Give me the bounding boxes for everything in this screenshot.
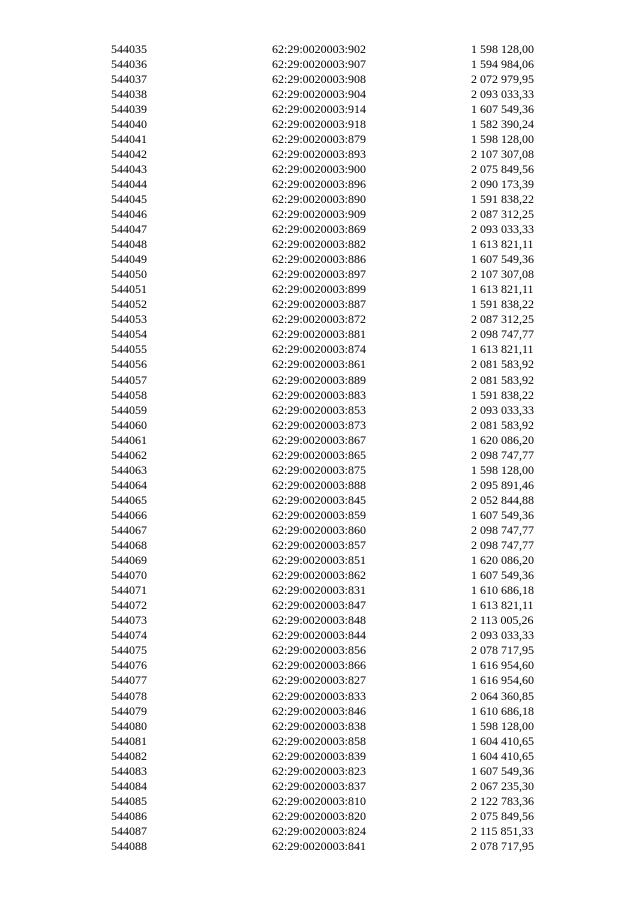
record-id-cell: 544038 bbox=[111, 86, 147, 101]
record-id-cell: 544068 bbox=[111, 538, 147, 553]
value-cell: 2 107 307,08 bbox=[471, 146, 534, 161]
record-id-cell: 544075 bbox=[111, 643, 147, 658]
cadastral-table bbox=[0, 42, 640, 855]
record-id-cell: 544085 bbox=[111, 793, 147, 808]
value-cell: 1 604 410,65 bbox=[471, 733, 534, 748]
cadastral-number-cell: 62:29:0020003:837 bbox=[272, 778, 367, 793]
record-id-cell: 544045 bbox=[111, 191, 147, 206]
cadastral-number-cell: 62:29:0020003:890 bbox=[272, 191, 367, 206]
record-id-cell: 544051 bbox=[111, 282, 147, 297]
cadastral-number-cell: 62:29:0020003:902 bbox=[272, 41, 367, 56]
table-row bbox=[0, 673, 640, 688]
record-id-cell: 544056 bbox=[111, 357, 147, 372]
record-id-cell: 544067 bbox=[111, 523, 147, 537]
value-cell: 1 620 086,20 bbox=[471, 432, 534, 447]
cadastral-number-cell: 62:29:0020003:874 bbox=[272, 342, 367, 357]
record-id-cell: 544058 bbox=[111, 387, 147, 402]
cadastral-number-cell: 62:29:0020003:824 bbox=[272, 823, 367, 838]
record-id-cell: 544044 bbox=[111, 176, 147, 191]
table-row bbox=[0, 403, 640, 418]
value-cell: 1 598 128,00 bbox=[471, 462, 534, 477]
value-cell: 1 607 549,36 bbox=[471, 568, 534, 583]
value-cell: 2 093 033,33 bbox=[471, 86, 534, 101]
value-cell: 2 078 717,95 bbox=[471, 643, 534, 658]
value-cell: 1 598 128,00 bbox=[471, 718, 534, 733]
value-cell: 2 115 851,33 bbox=[471, 823, 534, 838]
table-row bbox=[0, 72, 640, 87]
record-id-cell: 544035 bbox=[111, 41, 147, 56]
cadastral-number-cell: 62:29:0020003:907 bbox=[272, 56, 367, 71]
value-cell: 1 591 838,22 bbox=[471, 297, 534, 312]
record-id-cell: 544040 bbox=[111, 116, 147, 131]
record-id-cell: 544066 bbox=[111, 507, 147, 522]
cadastral-number-cell: 62:29:0020003:872 bbox=[272, 312, 367, 327]
cadastral-number-cell: 62:29:0020003:810 bbox=[272, 793, 367, 808]
cadastral-number-cell: 62:29:0020003:908 bbox=[272, 71, 367, 86]
record-id-cell: 544052 bbox=[111, 297, 147, 312]
table-row bbox=[0, 704, 640, 719]
table-row bbox=[0, 553, 640, 568]
record-id-cell: 544076 bbox=[111, 658, 147, 673]
value-cell: 1 582 390,24 bbox=[471, 116, 534, 131]
cadastral-number-cell: 62:29:0020003:887 bbox=[272, 297, 367, 312]
value-cell: 2 093 033,33 bbox=[471, 628, 534, 643]
table-row bbox=[0, 312, 640, 327]
record-id-cell: 544054 bbox=[111, 327, 147, 342]
record-id-cell: 544080 bbox=[111, 718, 147, 733]
table-row bbox=[0, 538, 640, 553]
table-row bbox=[0, 643, 640, 658]
value-cell: 1 594 984,06 bbox=[471, 56, 534, 71]
table-row bbox=[0, 523, 640, 538]
value-cell: 2 075 849,56 bbox=[471, 808, 534, 823]
table-row bbox=[0, 568, 640, 583]
value-cell: 2 093 033,33 bbox=[471, 222, 534, 237]
value-cell: 1 613 821,11 bbox=[471, 282, 534, 297]
cadastral-number-cell: 62:29:0020003:858 bbox=[272, 733, 367, 748]
table-row bbox=[0, 282, 640, 297]
table-row bbox=[0, 794, 640, 809]
record-id-cell: 544048 bbox=[111, 237, 147, 252]
value-cell: 2 081 583,92 bbox=[471, 357, 534, 372]
cadastral-number-cell: 62:29:0020003:827 bbox=[272, 673, 367, 688]
table-row bbox=[0, 252, 640, 267]
value-cell: 2 098 747,77 bbox=[471, 523, 534, 537]
value-cell: 2 113 005,26 bbox=[471, 613, 534, 628]
value-cell: 2 098 747,77 bbox=[471, 447, 534, 462]
record-id-cell: 544049 bbox=[111, 252, 147, 267]
record-id-cell: 544088 bbox=[111, 838, 147, 853]
value-cell: 2 072 979,95 bbox=[471, 71, 534, 86]
value-cell: 1 598 128,00 bbox=[471, 131, 534, 146]
value-cell: 2 064 360,85 bbox=[471, 688, 534, 703]
value-cell: 2 075 849,56 bbox=[471, 161, 534, 176]
value-cell: 2 087 312,25 bbox=[471, 312, 534, 327]
value-cell: 1 613 821,11 bbox=[471, 237, 534, 252]
record-id-cell: 544071 bbox=[111, 583, 147, 598]
value-cell: 1 616 954,60 bbox=[471, 673, 534, 688]
record-id-cell: 544078 bbox=[111, 688, 147, 703]
cadastral-number-cell: 62:29:0020003:846 bbox=[272, 703, 367, 718]
table-row bbox=[0, 42, 640, 57]
value-cell: 1 620 086,20 bbox=[471, 553, 534, 568]
table-row bbox=[0, 132, 640, 147]
table-row bbox=[0, 237, 640, 252]
record-id-cell: 544046 bbox=[111, 207, 147, 222]
cadastral-number-cell: 62:29:0020003:886 bbox=[272, 252, 367, 267]
cadastral-number-cell: 62:29:0020003:820 bbox=[272, 808, 367, 823]
record-id-cell: 544053 bbox=[111, 312, 147, 327]
cadastral-number-cell: 62:29:0020003:851 bbox=[272, 553, 367, 568]
cadastral-number-cell: 62:29:0020003:861 bbox=[272, 357, 367, 372]
value-cell: 1 613 821,11 bbox=[471, 342, 534, 357]
cadastral-number-cell: 62:29:0020003:879 bbox=[272, 131, 367, 146]
cadastral-number-cell: 62:29:0020003:853 bbox=[272, 402, 367, 417]
record-id-cell: 544043 bbox=[111, 161, 147, 176]
record-id-cell: 544060 bbox=[111, 417, 147, 432]
table-row bbox=[0, 508, 640, 523]
record-id-cell: 544069 bbox=[111, 553, 147, 568]
cadastral-number-cell: 62:29:0020003:869 bbox=[272, 222, 367, 237]
table-row bbox=[0, 162, 640, 177]
value-cell: 1 607 549,36 bbox=[471, 252, 534, 267]
cadastral-number-cell: 62:29:0020003:839 bbox=[272, 748, 367, 763]
cadastral-number-cell: 62:29:0020003:823 bbox=[272, 763, 367, 778]
record-id-cell: 544084 bbox=[111, 778, 147, 793]
cadastral-number-cell: 62:29:0020003:867 bbox=[272, 432, 367, 447]
table-row bbox=[0, 839, 640, 854]
value-cell: 1 591 838,22 bbox=[471, 191, 534, 206]
cadastral-number-cell: 62:29:0020003:882 bbox=[272, 237, 367, 252]
cadastral-number-cell: 62:29:0020003:844 bbox=[272, 628, 367, 643]
cadastral-number-cell: 62:29:0020003:841 bbox=[272, 838, 367, 853]
table-row bbox=[0, 824, 640, 839]
table-row bbox=[0, 388, 640, 403]
cadastral-number-cell: 62:29:0020003:914 bbox=[272, 101, 367, 116]
value-cell: 2 087 312,25 bbox=[471, 207, 534, 222]
record-id-cell: 544087 bbox=[111, 823, 147, 838]
cadastral-number-cell: 62:29:0020003:889 bbox=[272, 372, 367, 387]
table-row bbox=[0, 749, 640, 764]
value-cell: 2 098 747,77 bbox=[471, 538, 534, 553]
record-id-cell: 544073 bbox=[111, 613, 147, 628]
table-row bbox=[0, 719, 640, 734]
table-row bbox=[0, 177, 640, 192]
record-id-cell: 544061 bbox=[111, 432, 147, 447]
table-row bbox=[0, 57, 640, 72]
table-row bbox=[0, 598, 640, 613]
cadastral-number-cell: 62:29:0020003:860 bbox=[272, 523, 367, 537]
value-cell: 1 610 686,18 bbox=[471, 703, 534, 718]
value-cell: 2 122 783,36 bbox=[471, 793, 534, 808]
cadastral-number-cell: 62:29:0020003:896 bbox=[272, 176, 367, 191]
cadastral-number-cell: 62:29:0020003:847 bbox=[272, 598, 367, 613]
value-cell: 1 610 686,18 bbox=[471, 583, 534, 598]
table-row bbox=[0, 147, 640, 162]
record-id-cell: 544059 bbox=[111, 402, 147, 417]
record-id-cell: 544064 bbox=[111, 477, 147, 492]
table-row bbox=[0, 207, 640, 222]
value-cell: 2 095 891,46 bbox=[471, 477, 534, 492]
record-id-cell: 544072 bbox=[111, 598, 147, 613]
cadastral-number-cell: 62:29:0020003:862 bbox=[272, 568, 367, 583]
record-id-cell: 544063 bbox=[111, 462, 147, 477]
record-id-cell: 544086 bbox=[111, 808, 147, 823]
record-id-cell: 544037 bbox=[111, 71, 147, 86]
table-row bbox=[0, 373, 640, 388]
table-row bbox=[0, 613, 640, 628]
value-cell: 1 613 821,11 bbox=[471, 598, 534, 613]
table-row bbox=[0, 433, 640, 448]
record-id-cell: 544083 bbox=[111, 763, 147, 778]
table-row bbox=[0, 418, 640, 433]
table-row bbox=[0, 342, 640, 357]
cadastral-number-cell: 62:29:0020003:845 bbox=[272, 492, 367, 507]
value-cell: 1 607 549,36 bbox=[471, 763, 534, 778]
cadastral-number-cell: 62:29:0020003:881 bbox=[272, 327, 367, 342]
record-id-cell: 544082 bbox=[111, 748, 147, 763]
cadastral-number-cell: 62:29:0020003:883 bbox=[272, 387, 367, 402]
record-id-cell: 544065 bbox=[111, 492, 147, 507]
record-id-cell: 544057 bbox=[111, 372, 147, 387]
value-cell: 2 107 307,08 bbox=[471, 267, 534, 282]
record-id-cell: 544070 bbox=[111, 568, 147, 583]
record-id-cell: 544074 bbox=[111, 628, 147, 643]
table-row bbox=[0, 734, 640, 749]
value-cell: 1 607 549,36 bbox=[471, 507, 534, 522]
table-row bbox=[0, 478, 640, 493]
table-row bbox=[0, 327, 640, 342]
record-id-cell: 544079 bbox=[111, 703, 147, 718]
value-cell: 2 093 033,33 bbox=[471, 402, 534, 417]
value-cell: 2 090 173,39 bbox=[471, 176, 534, 191]
cadastral-number-cell: 62:29:0020003:909 bbox=[272, 207, 367, 222]
value-cell: 2 081 583,92 bbox=[471, 372, 534, 387]
record-id-cell: 544081 bbox=[111, 733, 147, 748]
cadastral-number-cell: 62:29:0020003:918 bbox=[272, 116, 367, 131]
value-cell: 1 607 549,36 bbox=[471, 101, 534, 116]
record-id-cell: 544036 bbox=[111, 56, 147, 71]
record-id-cell: 544055 bbox=[111, 342, 147, 357]
record-id-cell: 544042 bbox=[111, 146, 147, 161]
cadastral-number-cell: 62:29:0020003:888 bbox=[272, 477, 367, 492]
cadastral-number-cell: 62:29:0020003:899 bbox=[272, 282, 367, 297]
table-row bbox=[0, 357, 640, 372]
table-row bbox=[0, 779, 640, 794]
record-id-cell: 544039 bbox=[111, 101, 147, 116]
value-cell: 1 591 838,22 bbox=[471, 387, 534, 402]
table-row bbox=[0, 117, 640, 132]
table-row bbox=[0, 297, 640, 312]
value-cell: 2 081 583,92 bbox=[471, 417, 534, 432]
value-cell: 2 067 235,30 bbox=[471, 778, 534, 793]
cadastral-number-cell: 62:29:0020003:857 bbox=[272, 538, 367, 553]
table-row bbox=[0, 87, 640, 102]
cadastral-number-cell: 62:29:0020003:831 bbox=[272, 583, 367, 598]
table-row bbox=[0, 689, 640, 704]
table-row bbox=[0, 267, 640, 282]
record-id-cell: 544062 bbox=[111, 447, 147, 462]
cadastral-number-cell: 62:29:0020003:873 bbox=[272, 417, 367, 432]
table-row bbox=[0, 192, 640, 207]
table-row bbox=[0, 583, 640, 598]
table-row bbox=[0, 658, 640, 673]
record-id-cell: 544041 bbox=[111, 131, 147, 146]
value-cell: 1 604 410,65 bbox=[471, 748, 534, 763]
cadastral-number-cell: 62:29:0020003:897 bbox=[272, 267, 367, 282]
record-id-cell: 544050 bbox=[111, 267, 147, 282]
value-cell: 2 052 844,88 bbox=[471, 492, 534, 507]
cadastral-number-cell: 62:29:0020003:838 bbox=[272, 718, 367, 733]
cadastral-number-cell: 62:29:0020003:900 bbox=[272, 161, 367, 176]
value-cell: 2 078 717,95 bbox=[471, 838, 534, 853]
cadastral-number-cell: 62:29:0020003:833 bbox=[272, 688, 367, 703]
cadastral-number-cell: 62:29:0020003:866 bbox=[272, 658, 367, 673]
record-id-cell: 544077 bbox=[111, 673, 147, 688]
value-cell: 2 098 747,77 bbox=[471, 327, 534, 342]
table-row bbox=[0, 102, 640, 117]
record-id-cell: 544047 bbox=[111, 222, 147, 237]
cadastral-number-cell: 62:29:0020003:848 bbox=[272, 613, 367, 628]
table-row bbox=[0, 463, 640, 478]
table-row bbox=[0, 628, 640, 643]
table-row bbox=[0, 493, 640, 508]
table-row bbox=[0, 448, 640, 463]
cadastral-number-cell: 62:29:0020003:875 bbox=[272, 462, 367, 477]
value-cell: 1 598 128,00 bbox=[471, 41, 534, 56]
table-row bbox=[0, 222, 640, 237]
cadastral-number-cell: 62:29:0020003:856 bbox=[272, 643, 367, 658]
cadastral-number-cell: 62:29:0020003:859 bbox=[272, 507, 367, 522]
cadastral-number-cell: 62:29:0020003:904 bbox=[272, 86, 367, 101]
table-row bbox=[0, 764, 640, 779]
cadastral-number-cell: 62:29:0020003:865 bbox=[272, 447, 367, 462]
table-row bbox=[0, 809, 640, 824]
value-cell: 1 616 954,60 bbox=[471, 658, 534, 673]
cadastral-number-cell: 62:29:0020003:893 bbox=[272, 146, 367, 161]
